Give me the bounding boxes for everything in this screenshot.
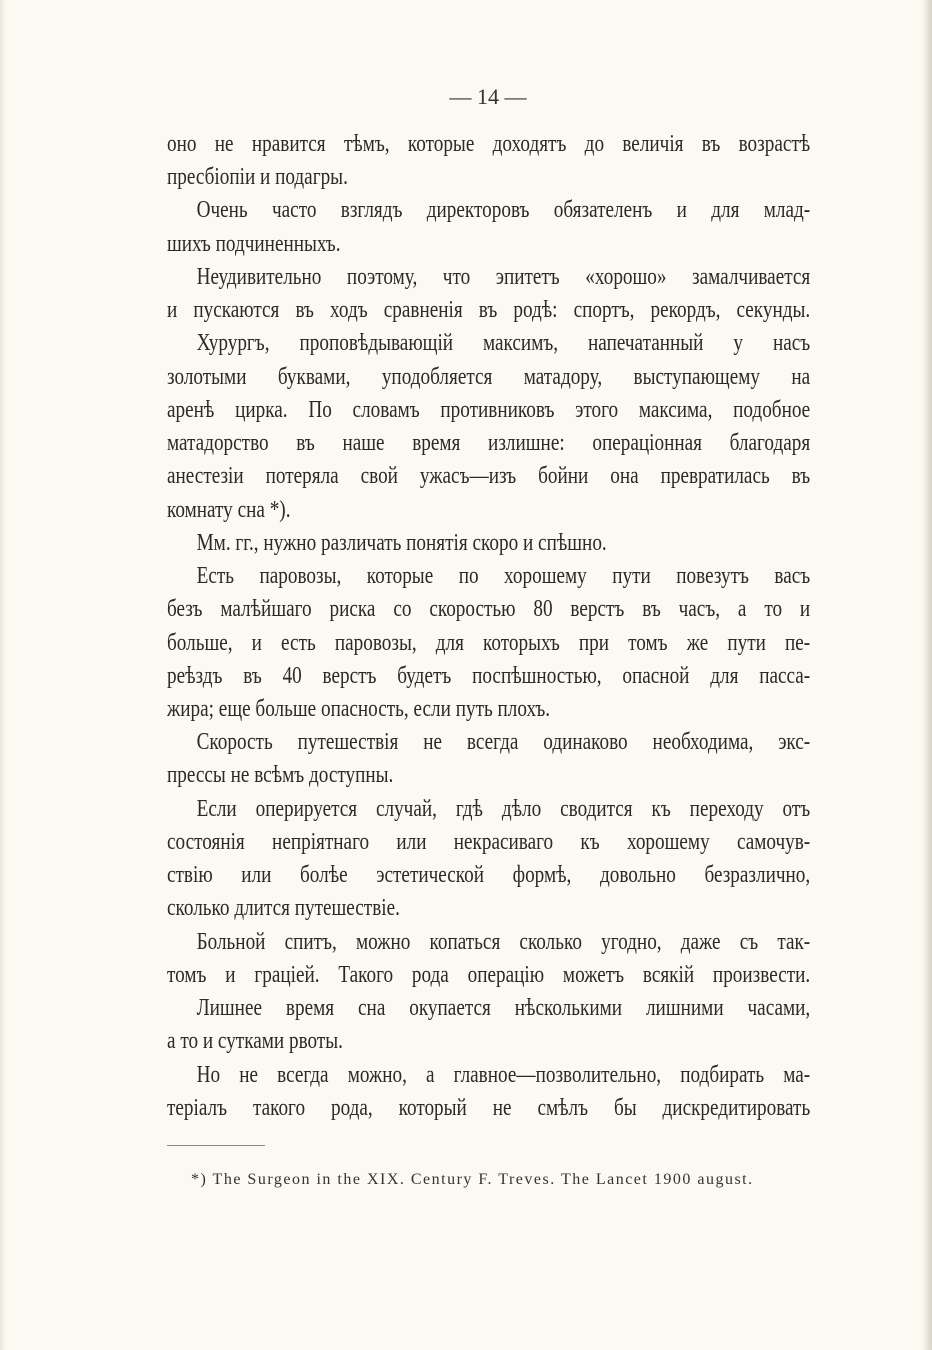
paragraph xyxy=(167,793,810,926)
text-line: Больной спитъ, можно копаться сколько угодно, даже съ так- xyxy=(196,928,811,955)
text-line: золотыми буквами, уподобляется матадору, выступающему на xyxy=(167,363,811,390)
text-line: состоянія непріятнаго или некрасиваго къ хорошему самочув- xyxy=(167,828,811,855)
page-number: — 14 — xyxy=(449,84,527,109)
text-line: оно не нравится тѣмъ, которые доходятъ до величія въ возрастѣ xyxy=(167,131,811,157)
text-line: пресбіопіи и подагры. xyxy=(167,164,348,191)
footnote-rule xyxy=(167,1145,265,1146)
text-line: ствію или болѣе эстетической формѣ, довольно безразлично, xyxy=(167,862,811,889)
body-text xyxy=(167,128,810,1125)
text-line: аренѣ цирка. По словамъ противниковъ этого максима, подобное xyxy=(167,396,811,423)
page-edge-right xyxy=(922,0,932,1350)
paragraph xyxy=(167,560,810,726)
footnote: *) The Surgeon in the XIX. Century F. Treves. The Lancet 1900 august. xyxy=(191,1171,754,1188)
text-line: Неудивительно поэтому, что эпитетъ «хорошо» замалчивается xyxy=(196,263,811,290)
text-line: Скорость путешествія не всегда одинаково необходима, экс- xyxy=(196,729,811,756)
text-line: матадорство въ наше время излишне: операціонная благодаря xyxy=(167,430,811,457)
text-line: Но не всегда можно, а главное—позволительно, подбирать ма- xyxy=(196,1061,811,1088)
paragraph xyxy=(167,261,810,327)
text-line: и пускаются въ ходъ сравненія въ родѣ: спортъ, рекордъ, секунды. xyxy=(167,297,811,324)
paragraph xyxy=(167,1059,810,1125)
text-line: анестезіи потеряла свой ужасъ—изъ бойни она превратилась въ xyxy=(167,463,811,490)
paragraph xyxy=(167,992,810,1058)
text-line: жира; еще больше опасность, если путь плохъ. xyxy=(167,695,551,722)
text-line: теріалъ такого рода, который не смѣлъ бы дискредитировать xyxy=(167,1094,811,1121)
text-line: томъ и граціей. Такого рода операцію можетъ всякій произвести. xyxy=(167,961,811,988)
text-line: безъ малѣйшаго риска со скоростью 80 верстъ въ часъ, а то и xyxy=(167,596,811,623)
paragraph xyxy=(167,926,810,992)
paragraph xyxy=(167,726,810,792)
text-line: Мм. гг., нужно различать понятія скоро и спѣшно. xyxy=(196,529,607,556)
text-line: реѣздъ въ 40 верстъ будетъ поспѣшностью, опасной для пасса- xyxy=(167,662,811,689)
paragraph xyxy=(167,527,810,560)
text-line: сколько длится путешествіе. xyxy=(167,895,400,922)
text-line: Лишнее время сна окупается нѣсколькими лишними часами, xyxy=(196,995,811,1022)
paragraph xyxy=(167,128,810,194)
text-line: прессы не всѣмъ доступны. xyxy=(167,762,394,789)
text-line: Есть паровозы, которые по хорошему пути повезутъ васъ xyxy=(196,563,811,590)
page-edge-left xyxy=(0,0,6,1350)
paragraph xyxy=(167,194,810,260)
text-line: а то и сутками рвоты. xyxy=(167,1028,343,1055)
text-line: шихъ подчиненныхъ. xyxy=(167,230,341,257)
text-line: Если оперируется случай, гдѣ дѣло сводится къ переходу отъ xyxy=(196,795,811,822)
text-line-with-footnote-ref: комнату сна *). xyxy=(167,496,291,523)
paragraph xyxy=(167,327,810,526)
text-line: Очень часто взглядъ директоровъ обязателенъ и для млад- xyxy=(196,197,811,224)
text-line: больше, и есть паровозы, для которыхъ при томъ же пути пе- xyxy=(167,629,811,656)
text-line: Хурургъ, проповѣдывающій максимъ, напечатанный у насъ xyxy=(196,330,811,357)
